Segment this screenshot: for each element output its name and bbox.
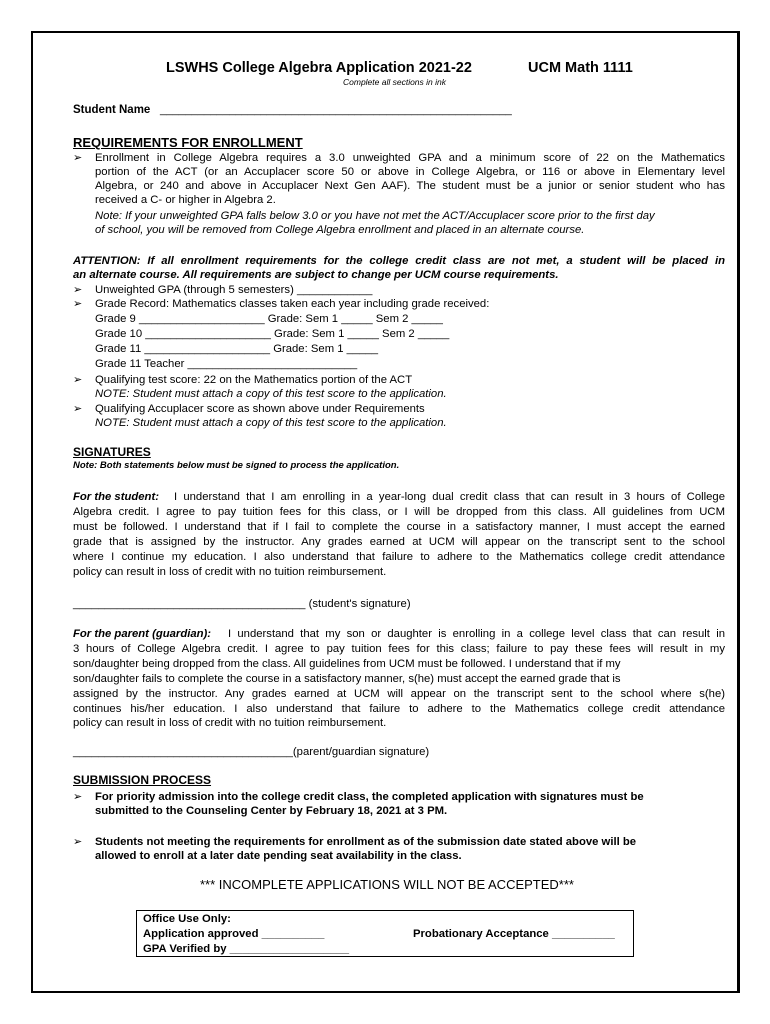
parent-signature-line[interactable]: ___________________________________(parent/guardian signature) — [73, 746, 430, 758]
requirements-line: Enrollment in College Algebra requires a 3.0 unweighted GPA and a minimum score of 22 on the Mathematics — [95, 152, 725, 164]
form-subtitle: Complete all sections in ink — [343, 77, 446, 87]
signatures-heading: SIGNATURES — [73, 445, 151, 459]
course-code: UCM Math 1111 — [528, 60, 633, 76]
application-approved-field[interactable]: Application approved __________ — [143, 928, 325, 940]
bullet-arrow-icon: ➢ — [73, 836, 83, 848]
requirements-line: portion of the ACT (or an Accuplacer score 50 or above in College Algebra, or 116 or above in Elementary level — [95, 166, 725, 178]
bullet-arrow-icon: ➢ — [73, 152, 83, 164]
probationary-acceptance-field[interactable]: Probationary Acceptance __________ — [413, 928, 615, 940]
parent-statement-line: son/daughter fails to complete the course in a satisfactory manner, s(he) must accept the earned grade that is — [73, 673, 621, 685]
requirements-note: Note: If your unweighted GPA falls below 3.0 or you have not met the ACT/Accuplacer score prior to the first day — [95, 210, 655, 222]
submission-heading: SUBMISSION PROCESS — [73, 773, 212, 787]
bullet-arrow-icon: ➢ — [73, 298, 83, 310]
parent-statement-line: continues his/her education. I also understand that failure to adhere to the Mathematics college credit attendance — [73, 703, 725, 715]
grade-11-teacher-row[interactable]: Grade 11 Teacher ___________________________ — [95, 358, 358, 370]
parent-statement-line: 3 hours of College Algebra credit. I agree to pay tuition fees for this class; failure to pay these fees will result in my — [73, 643, 725, 655]
requirements-line: received a C- or higher in Algebra 2. — [95, 194, 276, 206]
parent-statement-line: I understand that my son or daughter is enrolling in a college level class that can result in — [228, 628, 725, 640]
form-title: LSWHS College Algebra Application 2021-22 — [166, 60, 472, 76]
test-score-note: NOTE: Student must attach a copy of this test score to the application. — [95, 388, 447, 400]
test-score-item: Qualifying test score: 22 on the Mathematics portion of the ACT — [95, 374, 413, 386]
submission-item-late: allowed to enroll at a later date pending seat availability in the class. — [95, 850, 462, 862]
student-statement-line: policy can result in loss of credit with no tuition reimbursement. — [73, 566, 387, 578]
student-statement-line: where I continue my education. I also understand that failure to adhere to the Mathematics college credit attendance — [73, 551, 725, 563]
gpa-field[interactable]: Unweighted GPA (through 5 semesters) ____________ — [95, 284, 373, 296]
student-signature-line[interactable]: _____________________________________ (student's signature) — [73, 598, 411, 610]
parent-statement-line: policy can result in loss of credit with no tuition reimbursement. — [73, 717, 387, 729]
accuplacer-note: NOTE: Student must attach a copy of this test score to the application. — [95, 417, 447, 429]
student-name-label: Student Name — [73, 104, 151, 116]
requirements-line: Algebra, or 240 and above in Accuplacer Next Gen AAF). The student must be a junior or senior student who has — [95, 180, 725, 192]
submission-item-priority: For priority admission into the college credit class, the completed application with signatures must be — [95, 791, 644, 803]
student-statement-line: Algebra credit. I agree to pay tuition fees for this class, or I will be dropped from this class. All guidelines from UCM — [73, 506, 725, 518]
submission-item-late: Students not meeting the requirements for enrollment as of the submission date stated above will be — [95, 836, 637, 848]
submission-item-priority: submitted to the Counseling Center by February 18, 2021 at 3 PM. — [95, 805, 448, 817]
grade-record-label: Grade Record: Mathematics classes taken each year including grade received: — [95, 298, 490, 310]
accuplacer-item: Qualifying Accuplacer score as shown above under Requirements — [95, 403, 425, 415]
gpa-verified-field[interactable]: GPA Verified by ___________________ — [143, 943, 350, 955]
requirements-note: of school, you will be removed from College Algebra enrollment and placed in an alternate course. — [95, 224, 585, 236]
grade-11-row[interactable]: Grade 11 ____________________ Grade: Sem 1 _____ — [95, 343, 379, 355]
student-statement-label: For the student: — [73, 491, 159, 503]
student-statement-line: I understand that I am enrolling in a year-long dual credit class that can result in 3 hours of College — [174, 491, 725, 503]
student-statement-line: grade that is assigned by the instructor. Any grades earned at UCM will appear on the transcript sent to the school — [73, 536, 725, 548]
parent-statement-label: For the parent (guardian): — [73, 628, 212, 640]
attention-text: an alternate course. All requirements are subject to change per UCM course requirements. — [73, 269, 559, 281]
parent-statement-line: son/daughter being dropped from the class. All guidelines from UCM must be followed. I understand that if my — [73, 658, 621, 670]
bullet-arrow-icon: ➢ — [73, 791, 83, 803]
requirements-heading: REQUIREMENTS FOR ENROLLMENT — [73, 135, 303, 150]
bullet-arrow-icon: ➢ — [73, 284, 83, 296]
student-name-field[interactable]: ________________________________________________________ — [160, 104, 512, 116]
signatures-note: Note: Both statements below must be signed to process the application. — [73, 460, 400, 471]
bullet-arrow-icon: ➢ — [73, 403, 83, 415]
attention-text: ATTENTION: If all enrollment requirements for the college credit class are not met, a student will be placed in — [73, 255, 725, 267]
incomplete-warning: *** INCOMPLETE APPLICATIONS WILL NOT BE ACCEPTED*** — [200, 877, 574, 892]
parent-statement-line: assigned by the instructor. Any grades earned at UCM will appear on the transcript sent to the school where s(he) — [73, 688, 725, 700]
grade-10-row[interactable]: Grade 10 ____________________ Grade: Sem 1 _____ Sem 2 _____ — [95, 328, 450, 340]
bullet-arrow-icon: ➢ — [73, 374, 83, 386]
student-statement-line: must be followed. I understand that if I fail to complete the course in a satisfactory manner, I must accept the earned — [73, 521, 725, 533]
office-use-title: Office Use Only: — [143, 913, 231, 925]
grade-9-row[interactable]: Grade 9 ____________________ Grade: Sem 1 _____ Sem 2 _____ — [95, 313, 443, 325]
